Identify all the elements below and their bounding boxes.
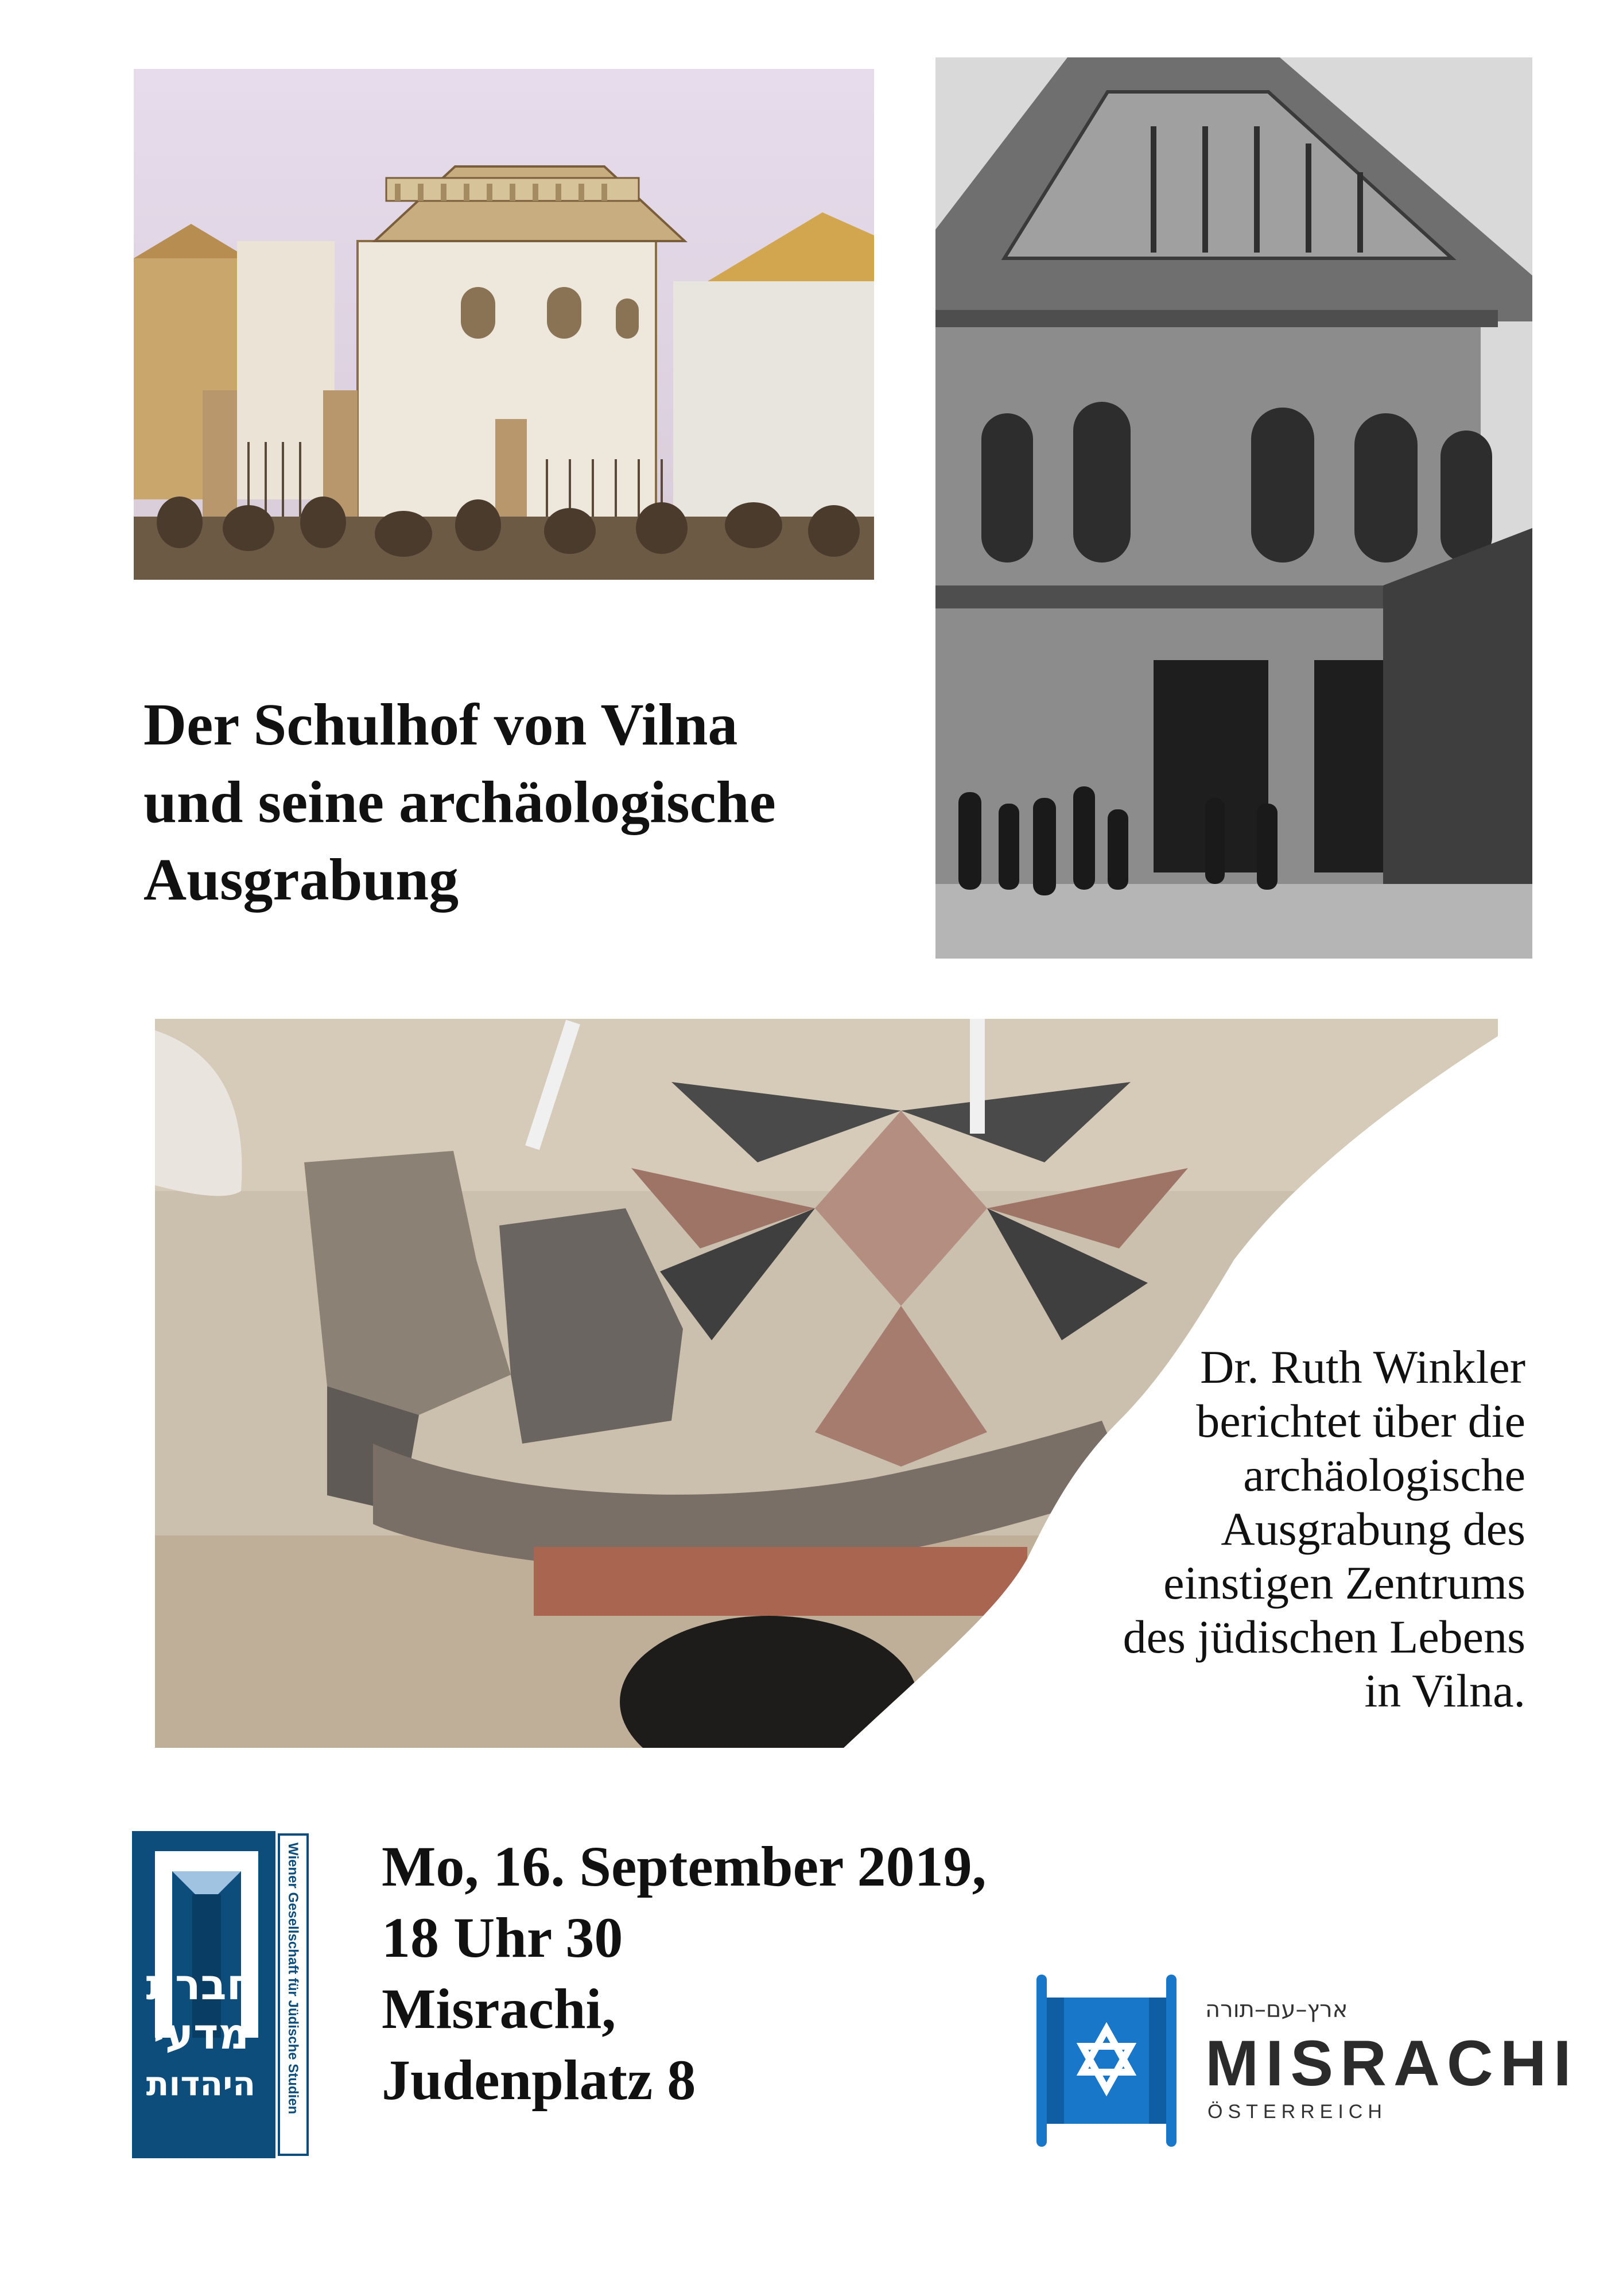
misrachi-wordmark: MISRACHI	[1205, 2027, 1578, 2099]
misrachi-country: ÖSTERREICH	[1207, 2101, 1387, 2123]
speaker-description	[1066, 1340, 1525, 1718]
speaker-line: archäologische	[1243, 1449, 1525, 1501]
title-line: und seine archäologische	[143, 769, 776, 835]
event-title	[143, 686, 918, 918]
event-details	[382, 1831, 1128, 2116]
synagogue-historic-photo	[935, 57, 1532, 959]
society-hebrew-line: היהדות	[146, 2064, 256, 2103]
society-hebrew-line: חברת	[146, 1960, 256, 2010]
synagogue-painting-image	[134, 69, 874, 580]
speaker-line: in Vilna.	[1364, 1665, 1525, 1717]
society-name-vertical	[280, 1843, 303, 2147]
speaker-line: Ausgrabung des	[1221, 1503, 1525, 1555]
event-address: Judenplatz 8	[382, 2048, 696, 2112]
speaker-line: des jüdischen Lebens	[1123, 1611, 1525, 1663]
title-line: Der Schulhof von Vilna	[143, 692, 738, 758]
society-hebrew-name	[138, 1960, 264, 2108]
speaker-line: einstigen Zentrums	[1163, 1557, 1525, 1609]
society-name-text: Wiener Gesellschaft für Jüdische Studien	[285, 1843, 301, 2115]
misrachi-hebrew-motto: ארץ–עם–תורה	[1205, 1996, 1348, 2023]
speaker-line: Dr. Ruth Winkler	[1200, 1341, 1525, 1393]
society-hebrew-line: מדעי	[152, 2010, 250, 2059]
speaker-line: berichtet über die	[1196, 1395, 1525, 1447]
title-line: Ausgrabung	[143, 847, 459, 913]
event-time: 18 Uhr 30	[382, 1906, 623, 1969]
event-venue: Misrachi,	[382, 1977, 616, 2041]
event-date: Mo, 16. September 2019,	[382, 1835, 987, 1898]
misrachi-torah-scroll-icon	[1032, 1975, 1181, 2147]
